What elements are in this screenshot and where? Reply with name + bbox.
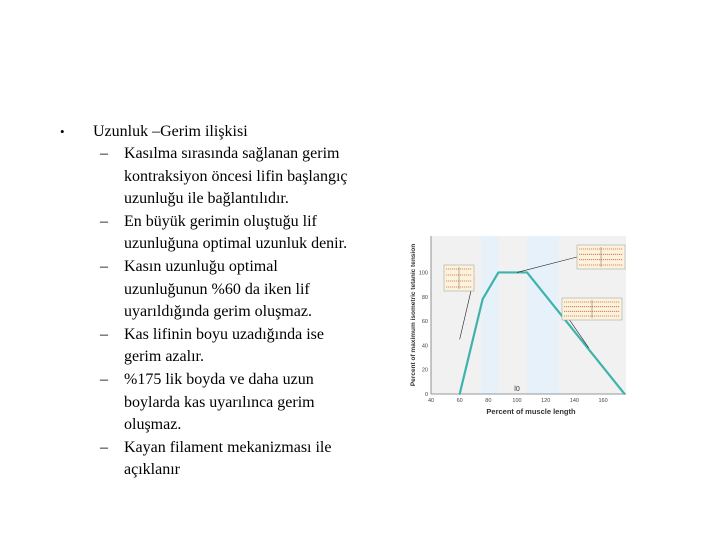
x-tick-label: 80 (485, 398, 492, 404)
bullet-list (60, 121, 360, 482)
data-point (459, 393, 461, 395)
sub-bullet-list (60, 143, 360, 482)
y-tick-label: 60 (421, 319, 428, 326)
sub-bullet-text: En büyük gerimin oluştuğu lif uzunluğuna optimal uzunluk denir. (124, 212, 348, 253)
sub-bullet-item (60, 369, 360, 437)
y-tick-label: 0 (424, 392, 428, 398)
dash-marker: – (100, 212, 108, 230)
y-tick-label: 100 (418, 270, 428, 277)
x-tick-label: 40 (427, 398, 435, 404)
shaded-band (527, 236, 559, 394)
sub-bullet-text: %175 lik boyda ve daha uzun boylarda kas uyarılınca gerim oluşmaz. (124, 370, 315, 434)
y-tick-label: 20 (421, 367, 428, 374)
y-tick-label: 40 (421, 343, 428, 350)
data-point (624, 393, 626, 395)
y-axis-label: Percent of maximum isometric tetanic tension (410, 243, 417, 387)
x-tick-label: 140 (569, 398, 579, 404)
sub-bullet-item (60, 256, 360, 324)
data-point (526, 272, 528, 274)
optimal-length-marker: l0 (514, 386, 520, 393)
bullet-title: Uzunluk –Gerim ilişkisi (93, 123, 248, 140)
dash-marker: – (100, 257, 108, 275)
bullet-dot: • (60, 124, 65, 139)
data-point (497, 272, 499, 274)
sub-bullet-item (60, 211, 360, 256)
sub-bullet-text: Kasılma sırasında sağlanan gerim kontraksiyon öncesi lifin başlangıç uzunluğu ile bağlantılıdır. (124, 145, 348, 208)
sub-bullet-text: Kas lifinin boyu uzadığında ise gerim azalır. (124, 325, 324, 366)
x-axis-label: Percent of muscle length (486, 407, 576, 416)
dash-marker: – (100, 145, 108, 162)
y-tick-label: 80 (421, 294, 428, 301)
sub-bullet-item (60, 324, 360, 369)
x-tick-label: 60 (456, 398, 463, 404)
main-bullet (60, 121, 360, 143)
x-tick-label: 120 (541, 398, 551, 404)
data-point (482, 298, 484, 300)
dash-marker: – (100, 370, 108, 388)
sub-bullet-item (60, 437, 360, 482)
sub-bullet-item (60, 143, 360, 211)
sub-bullet-text: Kasın uzunluğu optimal uzunluğunun %60 da iken lif uyarıldığında gerim oluşmaz. (124, 257, 312, 321)
dash-marker: – (100, 325, 108, 343)
shaded-band (481, 236, 498, 394)
sub-bullet-text: Kayan filament mekanizması ile açıklanır (124, 438, 332, 479)
length-tension-chart (404, 228, 634, 418)
dash-marker: – (100, 438, 108, 456)
x-tick-label: 160 (598, 398, 608, 404)
x-tick-label: 100 (512, 398, 522, 404)
